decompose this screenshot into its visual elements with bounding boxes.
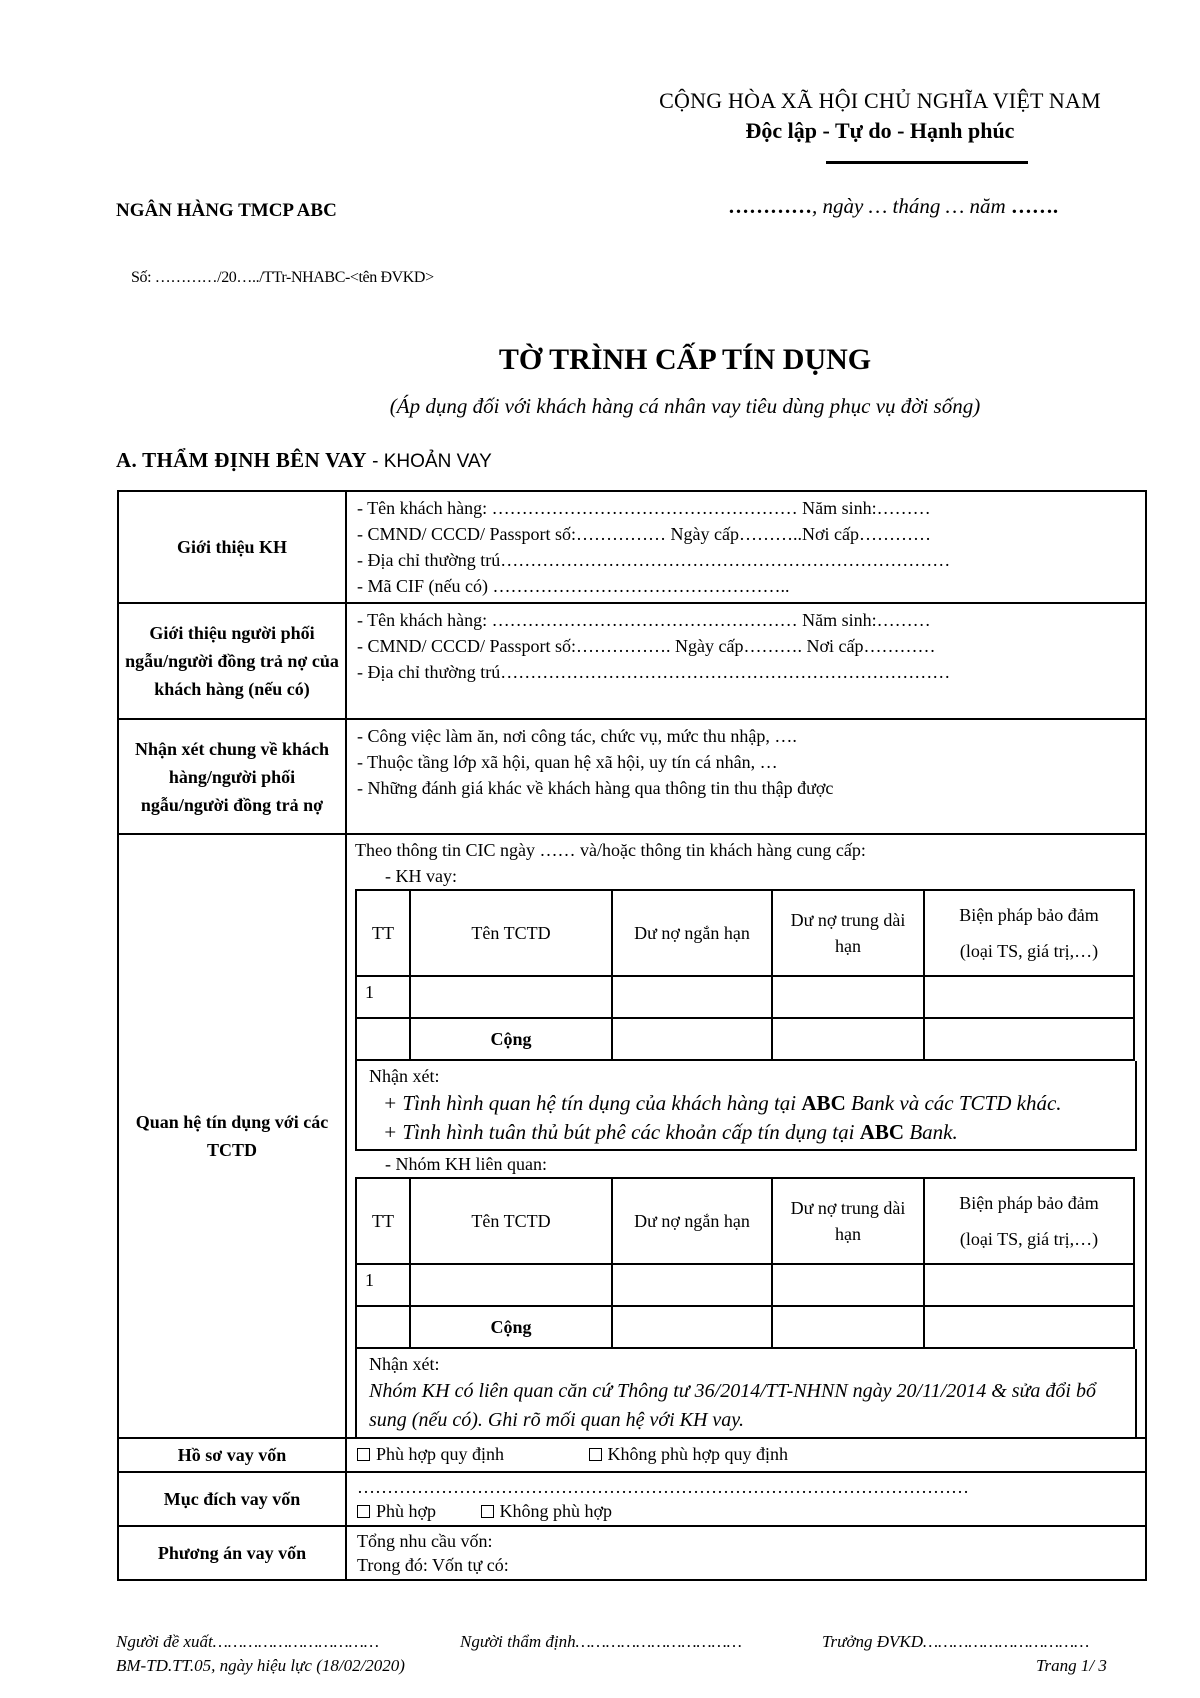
- general-remark-content: [346, 719, 1146, 834]
- customer-name-line: - Tên khách hàng: …………………………………………… Năm sinh:………: [357, 498, 931, 518]
- proposer-signature: Người đề xuất……………………………: [116, 1632, 379, 1651]
- loan-purpose-content: [346, 1472, 1146, 1526]
- date-prefix: …………: [728, 194, 812, 218]
- g-total-collateral: [924, 1306, 1134, 1348]
- own-capital: Trong đó: Vốn tự có:: [357, 1555, 509, 1575]
- spouse-intro-content: [346, 603, 1146, 719]
- motto-underline: [826, 161, 1028, 164]
- borrower-subheading: - KH vay:: [385, 866, 457, 886]
- dossier-compliant-label: Phù hợp quy định: [376, 1444, 505, 1464]
- g-row-1-name: [410, 1264, 612, 1306]
- col-trung-dai-han: Dư nợ trung dài hạn: [772, 890, 924, 976]
- dossier-noncompliant-checkbox[interactable]: [589, 1448, 602, 1461]
- section-a-suffix: - KHOẢN VAY: [366, 451, 492, 472]
- appraiser-signature: Người thẩm định……………………………: [460, 1632, 742, 1651]
- remark-social-line: - Thuộc tầng lớp xã hội, quan hệ xã hội, uy tín cá nhân, …: [357, 752, 778, 772]
- total-tt: [356, 1018, 410, 1060]
- remark-2-post: Bank.: [904, 1120, 958, 1144]
- remark-1-post: Bank và các TCTD khác.: [845, 1091, 1062, 1115]
- row-loan-plan: [118, 1526, 1146, 1580]
- dossier-compliant-option[interactable]: [357, 1444, 504, 1464]
- label-loan-plan: Phương án vay vốn: [118, 1526, 346, 1580]
- row-spouse-intro: [118, 603, 1146, 719]
- g-row-1-tt: 1: [356, 1264, 410, 1306]
- page-subtitle: (Áp dụng đối với khách hàng cá nhân vay tiêu dùng phục vụ đời sống): [389, 394, 981, 418]
- customer-intro-content: [346, 491, 1146, 603]
- customer-id-line: - CMND/ CCCD/ Passport số:…………… Ngày cấp………..Nơi cấp…………: [357, 524, 931, 544]
- col-bien-phap-2: (loại TS, giá trị,…): [959, 941, 1099, 961]
- row-1-short: [612, 976, 772, 1018]
- date-text: , ngày … tháng … năm: [812, 194, 1011, 218]
- g-row-1-short: [612, 1264, 772, 1306]
- head-signature: Trưởng ĐVKD……………………………: [822, 1632, 1090, 1651]
- g-col-bien-phap-2: (loại TS, giá trị,…): [959, 1229, 1099, 1249]
- row-credit-relations: [118, 834, 1146, 1438]
- section-a-heading: [116, 448, 492, 473]
- motto-heading: Độc lập - Tự do - Hạnh phúc: [745, 118, 1015, 143]
- g-col-ngan-han: Dư nợ ngắn hạn: [612, 1178, 772, 1264]
- borrower-remark-1: [369, 1089, 1125, 1118]
- group-remark-box: [355, 1349, 1137, 1437]
- loan-dossier-content: [346, 1438, 1146, 1472]
- dossier-noncompliant-option[interactable]: [589, 1444, 789, 1464]
- row-1-long: [772, 976, 924, 1018]
- date-suffix: …….: [1010, 194, 1059, 218]
- borrower-remark-label: Nhận xét:: [369, 1066, 440, 1086]
- label-spouse-intro: Giới thiệu người phối ngẫu/người đồng trả nợ của khách hàng (nếu có): [118, 603, 346, 719]
- label-credit-relations: Quan hệ tín dụng với các TCTD: [118, 834, 346, 1438]
- remark-other-line: - Những đánh giá khác về khách hàng qua thông tin thu thập được: [357, 778, 834, 798]
- row-general-remark: [118, 719, 1146, 834]
- total-short: [612, 1018, 772, 1060]
- purpose-suitable-checkbox[interactable]: [357, 1505, 370, 1518]
- related-group-subheading: - Nhóm KH liên quan:: [385, 1154, 547, 1174]
- g-row-1-collateral: [924, 1264, 1134, 1306]
- total-long: [772, 1018, 924, 1060]
- row-loan-purpose: [118, 1472, 1146, 1526]
- form-code: BM-TD.TT.05, ngày hiệu lực (18/02/2020): [116, 1656, 405, 1675]
- col-bien-phap: [924, 890, 1134, 976]
- g-total-long: [772, 1306, 924, 1348]
- g-col-tt: TT: [356, 1178, 410, 1264]
- page-title: TỜ TRÌNH CẤP TÍN DỤNG: [498, 343, 872, 376]
- customer-cif-line: - Mã CIF (nếu có) …………………………………………..: [357, 576, 790, 596]
- purpose-dots: …………………………………………………………………………………………: [357, 1477, 969, 1497]
- dossier-noncompliant-label: Không phù hợp quy định: [607, 1444, 789, 1464]
- purpose-suitable-option[interactable]: [357, 1501, 436, 1521]
- purpose-unsuitable-label: Không phù hợp: [499, 1501, 613, 1521]
- remark-1-pre: + Tình hình quan hệ tín dụng của khách hàng tại: [383, 1091, 802, 1115]
- customer-address-line: - Địa chỉ thường trú…………………………………………………………………: [357, 550, 951, 570]
- total-collateral: [924, 1018, 1134, 1060]
- label-general-remark: Nhận xét chung về khách hàng/người phối ngẫu/người đồng trả nợ: [118, 719, 346, 834]
- total-label: Cộng: [410, 1018, 612, 1060]
- purpose-options: [357, 1499, 1135, 1523]
- col-tt: TT: [356, 890, 410, 976]
- section-a-prefix: A. THẨM ĐỊNH BÊN VAY: [116, 448, 367, 472]
- g-total-label: Cộng: [410, 1306, 612, 1348]
- g-col-ten-tctd: Tên TCTD: [410, 1178, 612, 1264]
- remark-work-line: - Công việc làm ăn, nơi công tác, chức vụ, mức thu nhập, ….: [357, 726, 797, 746]
- spouse-address-line: - Địa chỉ thường trú…………………………………………………………………: [357, 662, 951, 682]
- row-loan-dossier: [118, 1438, 1146, 1472]
- row-1-tt: 1: [356, 976, 410, 1018]
- g-total-tt: [356, 1306, 410, 1348]
- label-loan-dossier: Hồ sơ vay vốn: [118, 1438, 346, 1472]
- col-bien-phap-1: Biện pháp bảo đảm: [959, 905, 1099, 925]
- spouse-id-line: - CMND/ CCCD/ Passport số:……………. Ngày cấp………. Nơi cấp…………: [357, 636, 936, 656]
- col-ngan-han: Dư nợ ngắn hạn: [612, 890, 772, 976]
- label-loan-purpose: Mục đích vay vốn: [118, 1472, 346, 1526]
- row-1-name: [410, 976, 612, 1018]
- remark-2-pre: + Tình hình tuân thủ bút phê các khoản cấp tín dụng tại: [383, 1120, 860, 1144]
- g-col-trung-dai-han: Dư nợ trung dài hạn: [772, 1178, 924, 1264]
- page-number: Trang 1/ 3: [1036, 1656, 1107, 1675]
- group-remark-label: Nhận xét:: [369, 1354, 440, 1374]
- cic-intro: Theo thông tin CIC ngày …… và/hoặc thông tin khách hàng cung cấp:: [355, 840, 866, 860]
- purpose-unsuitable-option[interactable]: [481, 1501, 613, 1521]
- col-ten-tctd: Tên TCTD: [410, 890, 612, 976]
- nation-heading: CỘNG HÒA XÃ HỘI CHỦ NGHĨA VIỆT NAM: [659, 88, 1101, 113]
- loan-plan-content: [346, 1526, 1146, 1580]
- spouse-name-line: - Tên khách hàng: …………………………………………… Năm sinh:………: [357, 610, 931, 630]
- borrower-remark-2: [369, 1118, 1125, 1147]
- purpose-suitable-label: Phù hợp: [376, 1501, 437, 1521]
- dossier-compliant-checkbox[interactable]: [357, 1448, 370, 1461]
- credit-relations-content: [346, 834, 1146, 1438]
- g-total-short: [612, 1306, 772, 1348]
- row-customer-intro: [118, 491, 1146, 603]
- group-remark-text: Nhóm KH có liên quan căn cứ Thông tư 36/2014/TT-NHNN ngày 20/11/2014 & sửa đổi bổ sung (nếu có). Ghi rõ mối quan hệ với KH vay.: [369, 1380, 1096, 1431]
- total-capital-need: Tổng nhu cầu vốn:: [357, 1531, 493, 1551]
- g-col-bien-phap-1: Biện pháp bảo đảm: [959, 1193, 1099, 1213]
- remark-1-bank: ABC: [801, 1091, 846, 1115]
- related-group-credit-table: [355, 1177, 1135, 1349]
- date-line: [728, 194, 1058, 219]
- remark-2-bank: ABC: [859, 1120, 905, 1144]
- g-row-1-long: [772, 1264, 924, 1306]
- label-customer-intro: Giới thiệu KH: [118, 491, 346, 603]
- appraisal-table: [117, 490, 1147, 1581]
- document-number: Số: …………/20…../TTr-NHABC-<tên ĐVKD>: [131, 269, 434, 286]
- bank-name: NGÂN HÀNG TMCP ABC: [116, 200, 337, 221]
- g-col-bien-phap: [924, 1178, 1134, 1264]
- borrower-remark-box: [355, 1061, 1137, 1151]
- purpose-unsuitable-checkbox[interactable]: [481, 1505, 494, 1518]
- borrower-credit-table: [355, 889, 1135, 1061]
- row-1-collateral: [924, 976, 1134, 1018]
